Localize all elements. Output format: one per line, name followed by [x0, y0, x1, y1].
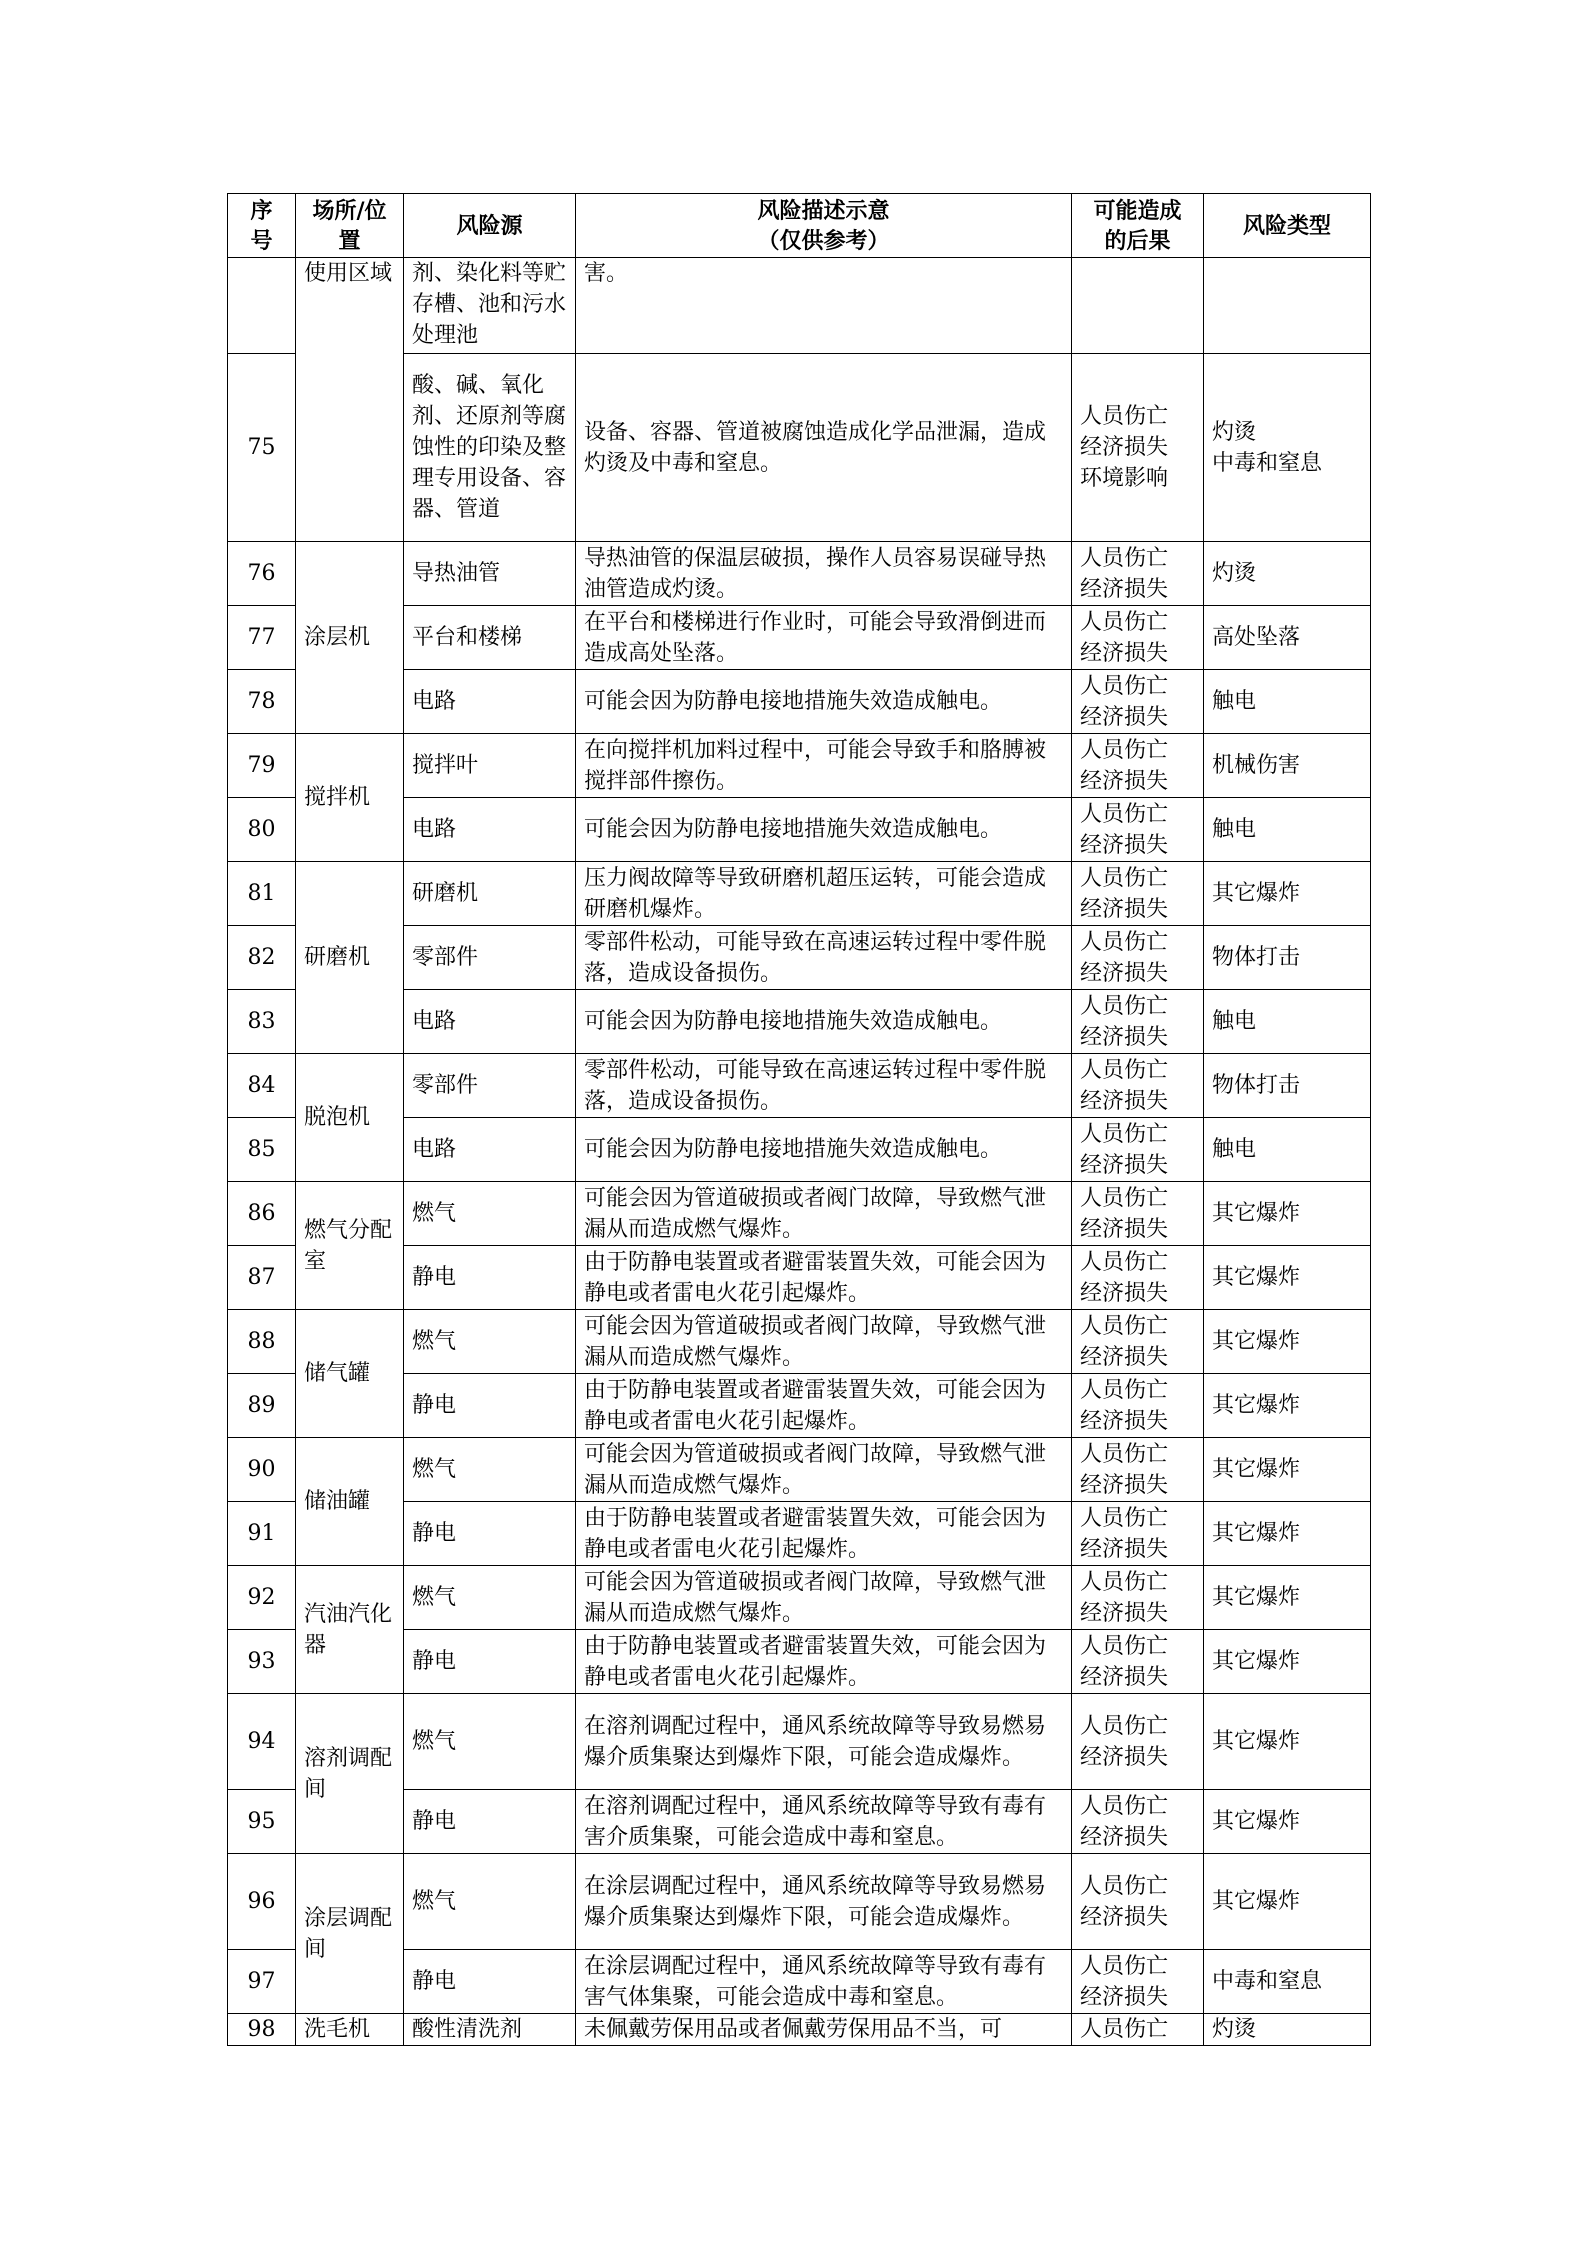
cell-type: 其它爆炸	[1204, 1694, 1371, 1790]
cell-source: 搅拌叶	[404, 734, 576, 798]
header-desc: 风险描述示意 （仅供参考）	[576, 194, 1072, 258]
cell-desc: 在溶剂调配过程中，通风系统故障等导致有毒有害介质集聚，可能会造成中毒和窒息。	[576, 1790, 1072, 1854]
cell-result: 人员伤亡 经济损失	[1072, 1054, 1204, 1118]
cell-result	[1072, 258, 1204, 354]
cell-result: 人员伤亡 经济损失	[1072, 1854, 1204, 1950]
cell-seq: 90	[228, 1438, 296, 1502]
cell-place: 储油罐	[296, 1438, 404, 1566]
cell-result: 人员伤亡 经济损失	[1072, 862, 1204, 926]
cell-result: 人员伤亡 经济损失	[1072, 1118, 1204, 1182]
cell-seq: 98	[228, 2014, 296, 2046]
cell-seq: 87	[228, 1246, 296, 1310]
table-header	[228, 194, 1371, 258]
cell-seq: 76	[228, 542, 296, 606]
cell-result: 人员伤亡 经济损失	[1072, 1246, 1204, 1310]
cell-type: 其它爆炸	[1204, 1182, 1371, 1246]
table-body	[228, 258, 1371, 2046]
table-row	[228, 734, 1371, 798]
cell-type: 其它爆炸	[1204, 1502, 1371, 1566]
table-row	[228, 1438, 1371, 1502]
cell-seq: 92	[228, 1566, 296, 1630]
cell-result: 人员伤亡 经济损失 环境影响	[1072, 354, 1204, 542]
cell-seq: 86	[228, 1182, 296, 1246]
table-row	[228, 1182, 1371, 1246]
cell-result: 人员伤亡 经济损失	[1072, 1310, 1204, 1374]
cell-desc: 在涂层调配过程中，通风系统故障等导致有毒有害气体集聚，可能会造成中毒和窒息。	[576, 1950, 1072, 2014]
cell-place: 洗毛机	[296, 2014, 404, 2046]
cell-result: 人员伤亡 经济损失	[1072, 606, 1204, 670]
cell-seq: 80	[228, 798, 296, 862]
cell-source: 静电	[404, 1950, 576, 2014]
cell-result: 人员伤亡 经济损失	[1072, 1790, 1204, 1854]
cell-type: 触电	[1204, 670, 1371, 734]
cell-type: 灼烫	[1204, 542, 1371, 606]
cell-source: 静电	[404, 1374, 576, 1438]
cell-place: 搅拌机	[296, 734, 404, 862]
cell-result: 人员伤亡 经济损失	[1072, 1694, 1204, 1790]
cell-source: 电路	[404, 1118, 576, 1182]
cell-type	[1204, 258, 1371, 354]
cell-desc: 压力阀故障等导致研磨机超压运转，可能会造成研磨机爆炸。	[576, 862, 1072, 926]
cell-desc: 在平台和楼梯进行作业时，可能会导致滑倒进而造成高处坠落。	[576, 606, 1072, 670]
cell-source: 静电	[404, 1790, 576, 1854]
header-source: 风险源	[404, 194, 576, 258]
cell-seq: 85	[228, 1118, 296, 1182]
cell-result: 人员伤亡	[1072, 2014, 1204, 2046]
header-seq: 序 号	[228, 194, 296, 258]
cell-seq: 95	[228, 1790, 296, 1854]
cell-type: 触电	[1204, 798, 1371, 862]
cell-desc: 零部件松动，可能导致在高速运转过程中零件脱落，造成设备损伤。	[576, 926, 1072, 990]
cell-seq: 84	[228, 1054, 296, 1118]
cell-type: 其它爆炸	[1204, 1566, 1371, 1630]
cell-desc: 可能会因为防静电接地措施失效造成触电。	[576, 670, 1072, 734]
cell-place: 汽油汽化器	[296, 1566, 404, 1694]
cell-desc: 设备、容器、管道被腐蚀造成化学品泄漏，造成灼烫及中毒和窒息。	[576, 354, 1072, 542]
cell-seq: 94	[228, 1694, 296, 1790]
cell-source: 零部件	[404, 1054, 576, 1118]
cell-result: 人员伤亡 经济损失	[1072, 990, 1204, 1054]
cell-desc: 可能会因为管道破损或者阀门故障，导致燃气泄漏从而造成燃气爆炸。	[576, 1182, 1072, 1246]
cell-place: 燃气分配室	[296, 1182, 404, 1310]
table-row	[228, 1310, 1371, 1374]
cell-seq: 82	[228, 926, 296, 990]
cell-seq: 83	[228, 990, 296, 1054]
cell-source: 燃气	[404, 1566, 576, 1630]
table-row	[228, 258, 1371, 354]
cell-seq: 78	[228, 670, 296, 734]
cell-seq: 75	[228, 354, 296, 542]
cell-source: 静电	[404, 1630, 576, 1694]
cell-type: 其它爆炸	[1204, 1854, 1371, 1950]
cell-source: 燃气	[404, 1438, 576, 1502]
cell-desc: 零部件松动，可能导致在高速运转过程中零件脱落，造成设备损伤。	[576, 1054, 1072, 1118]
cell-type: 物体打击	[1204, 926, 1371, 990]
table-row	[228, 1566, 1371, 1630]
cell-desc: 导热油管的保温层破损，操作人员容易误碰导热油管造成灼烫。	[576, 542, 1072, 606]
cell-desc: 在溶剂调配过程中，通风系统故障等导致易燃易爆介质集聚达到爆炸下限，可能会造成爆炸。	[576, 1694, 1072, 1790]
cell-type: 机械伤害	[1204, 734, 1371, 798]
cell-source: 零部件	[404, 926, 576, 990]
cell-type: 其它爆炸	[1204, 1374, 1371, 1438]
cell-result: 人员伤亡 经济损失	[1072, 1950, 1204, 2014]
cell-source: 平台和楼梯	[404, 606, 576, 670]
cell-place: 脱泡机	[296, 1054, 404, 1182]
cell-desc: 在向搅拌机加料过程中，可能会导致手和胳膊被搅拌部件擦伤。	[576, 734, 1072, 798]
risk-table	[227, 193, 1371, 2046]
cell-result: 人员伤亡 经济损失	[1072, 1630, 1204, 1694]
cell-result: 人员伤亡 经济损失	[1072, 1374, 1204, 1438]
cell-source: 燃气	[404, 1854, 576, 1950]
cell-place: 储气罐	[296, 1310, 404, 1438]
cell-type: 其它爆炸	[1204, 1438, 1371, 1502]
cell-seq: 79	[228, 734, 296, 798]
cell-result: 人员伤亡 经济损失	[1072, 1566, 1204, 1630]
cell-source: 电路	[404, 798, 576, 862]
cell-seq: 89	[228, 1374, 296, 1438]
table-row	[228, 1694, 1371, 1790]
table-row	[228, 542, 1371, 606]
cell-place: 使用区域	[296, 258, 404, 542]
cell-source: 电路	[404, 990, 576, 1054]
cell-desc: 未佩戴劳保用品或者佩戴劳保用品不当，可	[576, 2014, 1072, 2046]
cell-desc: 可能会因为防静电接地措施失效造成触电。	[576, 1118, 1072, 1182]
cell-result: 人员伤亡 经济损失	[1072, 1438, 1204, 1502]
cell-desc: 可能会因为防静电接地措施失效造成触电。	[576, 990, 1072, 1054]
cell-desc: 由于防静电装置或者避雷装置失效，可能会因为静电或者雷电火花引起爆炸。	[576, 1502, 1072, 1566]
cell-type: 其它爆炸	[1204, 1790, 1371, 1854]
cell-desc: 由于防静电装置或者避雷装置失效，可能会因为静电或者雷电火花引起爆炸。	[576, 1630, 1072, 1694]
cell-source: 燃气	[404, 1310, 576, 1374]
cell-result: 人员伤亡 经济损失	[1072, 1182, 1204, 1246]
cell-seq: 81	[228, 862, 296, 926]
cell-result: 人员伤亡 经济损失	[1072, 734, 1204, 798]
table-row	[228, 1854, 1371, 1950]
cell-result: 人员伤亡 经济损失	[1072, 926, 1204, 990]
cell-type: 其它爆炸	[1204, 1246, 1371, 1310]
cell-source: 燃气	[404, 1182, 576, 1246]
cell-place: 溶剂调配间	[296, 1694, 404, 1854]
cell-source: 导热油管	[404, 542, 576, 606]
cell-seq: 97	[228, 1950, 296, 2014]
cell-type: 触电	[1204, 1118, 1371, 1182]
cell-type: 其它爆炸	[1204, 862, 1371, 926]
cell-type: 其它爆炸	[1204, 1310, 1371, 1374]
table-row	[228, 1054, 1371, 1118]
cell-source: 静电	[404, 1246, 576, 1310]
cell-type: 灼烫 中毒和窒息	[1204, 354, 1371, 542]
cell-desc: 由于防静电装置或者避雷装置失效，可能会因为静电或者雷电火花引起爆炸。	[576, 1374, 1072, 1438]
cell-place: 涂层调配间	[296, 1854, 404, 2014]
cell-source: 酸性清洗剂	[404, 2014, 576, 2046]
table-row	[228, 2014, 1371, 2046]
cell-source: 研磨机	[404, 862, 576, 926]
cell-desc: 在涂层调配过程中，通风系统故障等导致易燃易爆介质集聚达到爆炸下限，可能会造成爆炸。	[576, 1854, 1072, 1950]
cell-place: 涂层机	[296, 542, 404, 734]
cell-seq: 96	[228, 1854, 296, 1950]
cell-result: 人员伤亡 经济损失	[1072, 542, 1204, 606]
cell-desc: 可能会因为防静电接地措施失效造成触电。	[576, 798, 1072, 862]
cell-type: 中毒和窒息	[1204, 1950, 1371, 2014]
cell-source: 燃气	[404, 1694, 576, 1790]
cell-type: 其它爆炸	[1204, 1630, 1371, 1694]
header-type: 风险类型	[1204, 194, 1371, 258]
cell-result: 人员伤亡 经济损失	[1072, 798, 1204, 862]
cell-desc: 可能会因为管道破损或者阀门故障，导致燃气泄漏从而造成燃气爆炸。	[576, 1566, 1072, 1630]
cell-result: 人员伤亡 经济损失	[1072, 1502, 1204, 1566]
cell-desc: 可能会因为管道破损或者阀门故障，导致燃气泄漏从而造成燃气爆炸。	[576, 1438, 1072, 1502]
cell-type: 高处坠落	[1204, 606, 1371, 670]
cell-source: 静电	[404, 1502, 576, 1566]
table-row	[228, 862, 1371, 926]
cell-seq: 93	[228, 1630, 296, 1694]
cell-type: 灼烫	[1204, 2014, 1371, 2046]
cell-type: 触电	[1204, 990, 1371, 1054]
cell-source: 电路	[404, 670, 576, 734]
cell-desc: 害。	[576, 258, 1072, 354]
cell-desc: 由于防静电装置或者避雷装置失效，可能会因为静电或者雷电火花引起爆炸。	[576, 1246, 1072, 1310]
cell-type: 物体打击	[1204, 1054, 1371, 1118]
cell-seq	[228, 258, 296, 354]
cell-source: 酸、碱、氧化剂、还原剂等腐蚀性的印染及整理专用设备、容器、管道	[404, 354, 576, 542]
cell-place: 研磨机	[296, 862, 404, 1054]
header-result: 可能造成 的后果	[1072, 194, 1204, 258]
cell-result: 人员伤亡 经济损失	[1072, 670, 1204, 734]
cell-seq: 88	[228, 1310, 296, 1374]
cell-source: 剂、染化料等贮存槽、池和污水处理池	[404, 258, 576, 354]
header-place: 场所/位 置	[296, 194, 404, 258]
cell-seq: 77	[228, 606, 296, 670]
cell-desc: 可能会因为管道破损或者阀门故障，导致燃气泄漏从而造成燃气爆炸。	[576, 1310, 1072, 1374]
cell-seq: 91	[228, 1502, 296, 1566]
